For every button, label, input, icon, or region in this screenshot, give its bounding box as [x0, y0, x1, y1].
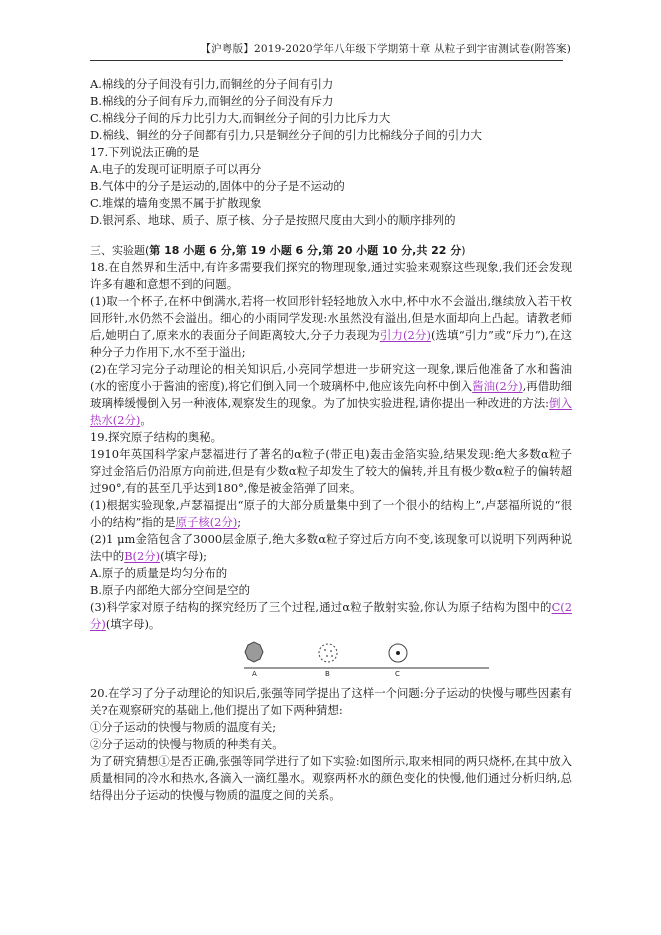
- header-rule: [90, 60, 563, 61]
- model-a-solid-sphere: [245, 642, 263, 662]
- q16-option-b: B.棉线的分子间有斥力,而铜丝的分子间没有斥力: [90, 94, 334, 108]
- q17-option-d: D.银河系、地球、质子、原子核、分子是按照尺度由大到小的顺序排列的: [90, 213, 456, 227]
- q19-part3: [90, 599, 572, 633]
- q20-body: 为了研究猜想①是否正确,张强等同学进行了如下实验:如图所示,取来相同的两只烧杯,在其中放入质量相同的冷水和热水,各滴入一滴红墨水。观察两杯水的颜色变化的快慢,他们通过分析归纳,总结得出分子运动的快慢与物质的温度之间的关系。: [90, 754, 572, 802]
- q19-part2: [90, 531, 572, 565]
- q19-answer-1: 原子核(2分): [175, 515, 238, 529]
- q19-part2-text: (2)1 μm金箔包含了3000层金原子,绝大多数α粒子穿过后方向不变,该现象可以说明下列两种说法中的: [90, 532, 572, 563]
- model-b-dot: [330, 650, 332, 652]
- q19-part1-tail: ;: [237, 515, 242, 529]
- q19-part1: [90, 497, 572, 531]
- content: [90, 76, 572, 804]
- section-title-scores: 第 18 小题 6 分,第 19 小题 6 分,第 20 小题 10 分,共 22 分: [149, 244, 462, 257]
- figure-label-a: A: [252, 670, 257, 677]
- model-b-dot: [324, 649, 326, 651]
- q18-part2-text: (2)在学习完分子动理论的相关知识后,小亮同学想进一步研究这一现象,课后他准备了水和酱油(水的密度小于酱油的密度),将它们倒入同一个玻璃杯中,他应该先向杯中倒入: [90, 362, 572, 393]
- section-title: [90, 242, 572, 259]
- q18-answer-3: 倒入热水(2分): [90, 396, 572, 427]
- q20-hypothesis-2: ②分子运动的快慢与物质的种类有关。: [90, 737, 284, 751]
- q16-option-d: D.棉线、铜丝的分子间都有引力,只是铜丝分子间的引力比棉线分子间的引力大: [90, 128, 482, 142]
- figure-label-c: C: [395, 670, 400, 677]
- q18-part2-middle: ,再借助细玻璃棒缓慢倒入另一种液体,观察发生的现象。为了加快实验进程,请你提出一种改进的方法:: [90, 379, 572, 410]
- page-header: 【沪粤版】2019-2020学年八年级下学期第十章 从粒子到宇宙测试卷(附答案): [200, 43, 571, 55]
- q17-option-b: B.气体中的分子是运动的,固体中的分子是不运动的: [90, 179, 345, 193]
- figure-label-b: B: [325, 670, 330, 677]
- section-title-prefix: 三、实验题(: [90, 244, 150, 257]
- q16-option-c: C.棉线分子间的斥力比引力大,而铜丝分子间的引力比斥力大: [90, 111, 391, 125]
- q17-stem: 17.下列说法正确的是: [90, 145, 200, 159]
- q19-part2-tail: (填字母);: [160, 549, 207, 563]
- model-b-dot: [331, 655, 333, 657]
- q20-intro: 20.在学习了分子动理论的知识后,张强等同学提出了这样一个问题:分子运动的快慢与哪些因素有关?在观察研究的基础上,他们提出了如下两种猜想:: [90, 686, 572, 717]
- q19-part1-text: (1)根据实验现象,卢瑟福提出“原子的大部分质量集中到了一个很小的结构上”,卢瑟福所说的“很小的结构”指的是: [90, 498, 572, 529]
- atom-model-svg: [244, 639, 489, 677]
- q19-option-a: A.原子的质量是均匀分布的: [90, 566, 228, 580]
- model-b-dot: [326, 655, 328, 657]
- q18-part1: [90, 293, 572, 361]
- q18-part2-tail: 。: [140, 413, 152, 427]
- q17-option-a: A.电子的发现可证明原子可以再分: [90, 162, 262, 176]
- q20-hypothesis-1: ①分子运动的快慢与物质的温度有关;: [90, 720, 277, 734]
- q16-option-a: A.棉线的分子间没有引力,而铜丝的分子间有引力: [90, 77, 334, 91]
- q19-part3-tail: (填字母)。: [105, 617, 161, 631]
- atom-model-figure: [244, 639, 489, 677]
- q18-part1-tail: (选填“引力”或“斥力”),在这种分子力作用下,水不至于溢出;: [90, 328, 572, 359]
- q19-stem: 19.探究原子结构的奥秘。: [90, 430, 223, 444]
- q19-option-b: B.原子内部绝大部分空间是空的: [90, 583, 251, 597]
- q18-answer-2: 酱油(2分): [472, 379, 523, 393]
- q19-part3-text: (3)科学家对原子结构的探究经历了三个过程,通过α粒子散射实验,你认为原子结构为图中的: [90, 600, 552, 614]
- section-title-suffix: ): [461, 244, 466, 257]
- q18-intro: 18.在自然界和生活中,有许多需要我们探究的物理现象,通过实验来观察这些现象,我们还会发现许多有趣和意想不到的问题。: [90, 260, 572, 291]
- model-c-nucleus: [396, 651, 400, 655]
- q19-answer-2: B(2分): [124, 549, 161, 563]
- q19-intro: 1910年英国科学家卢瑟福进行了著名的α粒子(带正电)轰击金箔实验,结果发现:绝大多数α粒子穿过金箔后仍沿原方向前进,但是有少数α粒子却发生了较大的偏转,并且有极少数α粒子的偏转超过90°,有的甚至几乎达到180°,像是被金箔弹了回来。: [90, 447, 572, 495]
- q18-part2: [90, 361, 572, 429]
- q18-answer-1: 引力(2分): [379, 328, 431, 342]
- q17-option-c: C.堆煤的墙角变黑不属于扩散现象: [90, 196, 262, 210]
- q18-part1-text: (1)取一个杯子,在杯中倒满水,若将一枚回形针轻轻地放入水中,杯中水不会溢出,继续放入若干枚回形针,水仍然不会溢出。细心的小雨同学发现:水虽然没有溢出,但是水面却向上凸起。请教老师后,她明白了,原来水的表面分子间距离较大,分子力表现为: [90, 294, 572, 342]
- spacer: [90, 229, 572, 242]
- model-b-ring: [319, 644, 337, 662]
- q19-answer-3: C(2分): [90, 600, 572, 631]
